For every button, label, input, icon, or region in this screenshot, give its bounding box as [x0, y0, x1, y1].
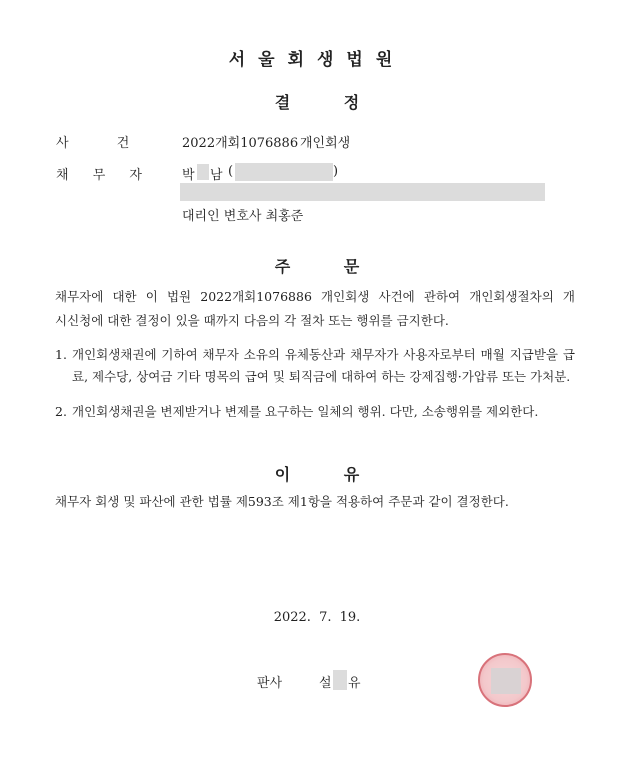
judge-name-redaction	[333, 670, 347, 690]
debtor-label: 채 무 자	[56, 168, 146, 183]
debtor-open-paren: (	[228, 164, 234, 179]
decision-date: 2022. 7. 19.	[273, 610, 361, 625]
case-label: 사 건	[56, 136, 134, 151]
court-seal	[478, 653, 532, 707]
debtor-name-last: 남	[210, 168, 223, 183]
judge-name-last: 유	[348, 676, 361, 691]
case-type: 개인회생	[300, 136, 351, 151]
judge-name-first: 설	[319, 676, 332, 691]
court-name: 서울회생법원	[228, 50, 406, 70]
order-item-2	[55, 401, 575, 423]
order-item-1	[55, 344, 575, 388]
debtor-name-redaction	[197, 164, 209, 180]
order-text-line-2: 시신청에 대한 결정이 있을 때까지 다음의 각 절차 또는 행위를 금지한다.	[55, 313, 449, 328]
judge-label: 판사	[257, 676, 283, 691]
order-item-2-text: 개인회생채권을 변제받거나 변제를 요구하는 일체의 행위. 다만, 소송행위를 제외한다.	[72, 404, 539, 419]
order-text-line-1: 채무자에 대한 이 법원 2022개회1076886 개인회생 사건에 관하여 개인회생절차의 개	[55, 289, 575, 304]
debtor-name-first: 박	[182, 168, 195, 183]
order-item-2-number: 2.	[55, 404, 67, 419]
order-item-1-number: 1.	[55, 347, 67, 362]
case-number: 2022개회1076886	[182, 136, 299, 151]
decision-title: 결 정	[274, 93, 360, 112]
reason-text: 채무자 회생 및 파산에 관한 법률 제593조 제1항을 적용하여 주문과 같이 결정한다.	[55, 494, 509, 509]
debtor-id-redaction	[235, 163, 333, 181]
seal-redaction	[491, 668, 521, 694]
order-item-1-text: 개인회생채권에 기하여 채무자 소유의 유체동산과 채무자가 사용자로부터 매월 지급받을 급료, 제수당, 상여금 기타 명목의 급여 및 퇴직금에 대하여 하는 강제집행·가압류 또는 가처분.	[72, 347, 575, 384]
reason-heading: 이 유	[274, 465, 360, 484]
debtor-close-paren: )	[333, 164, 339, 179]
debtor-address-redaction	[180, 183, 545, 201]
debtor-representative: 대리인 변호사 최홍준	[182, 209, 304, 224]
order-heading: 주 문	[274, 257, 360, 276]
